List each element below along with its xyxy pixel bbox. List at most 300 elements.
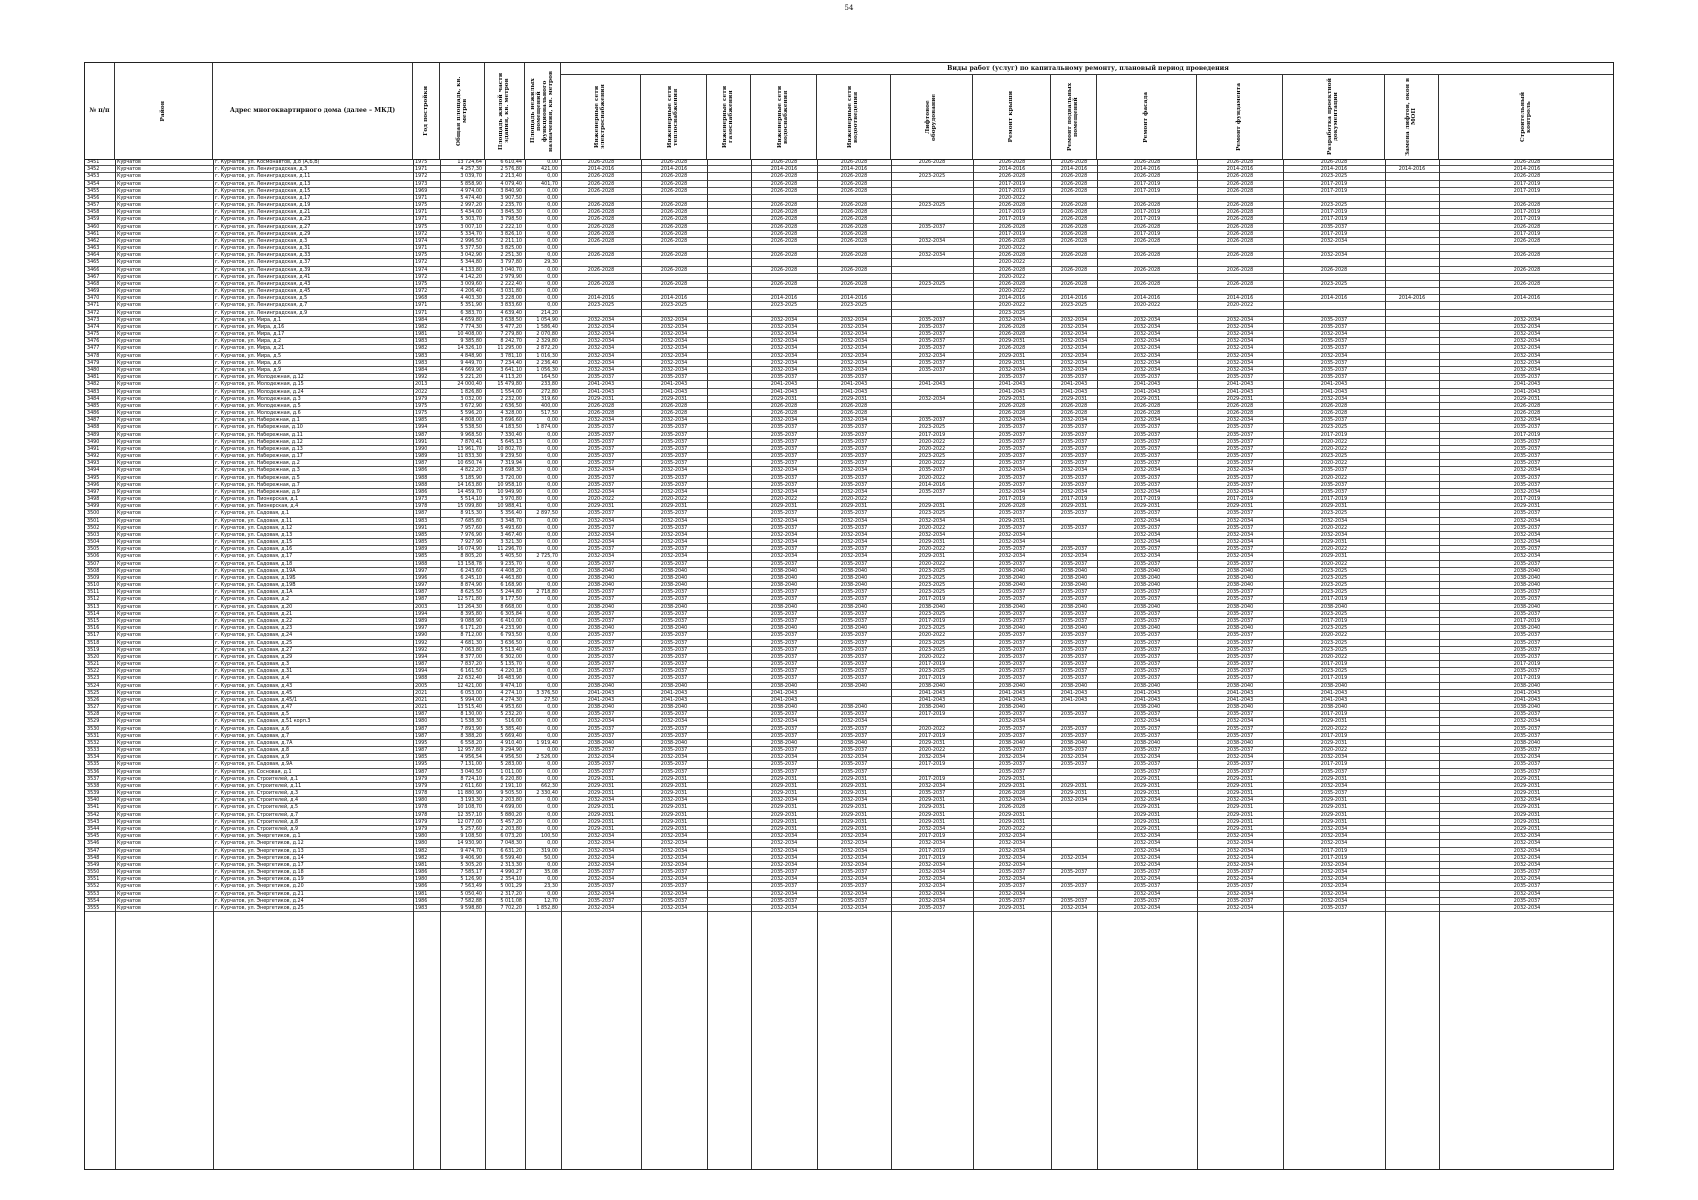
cell-work-2 (709, 446, 749, 452)
cell-work-4: 2035-2037 (840, 883, 868, 890)
cell-work-8 (1099, 274, 1195, 280)
cell-work-10: 2041-2043 (1320, 696, 1348, 703)
cell-nl: 0,00 (547, 302, 558, 309)
cell-work-10: 2032-2034 (1320, 833, 1348, 840)
cell-work-6: 2035-2037 (998, 453, 1026, 460)
cell-l: 2 251,30 (500, 252, 522, 259)
cell-work-10: 2035-2037 (1320, 467, 1348, 474)
cell-y: 1987 (415, 431, 428, 438)
cell-work-1: 2035-2037 (660, 653, 688, 660)
cell-work-12: 2032-2034 (1513, 366, 1541, 373)
table-row (85, 374, 1613, 381)
cell-work-7: 2026-2028 (1060, 187, 1088, 194)
cell-work-7 (1053, 848, 1095, 854)
cell-l: 4 953,60 (500, 704, 522, 711)
cell-work-5 (893, 231, 971, 237)
cell-work-5: 2017-2019 (918, 618, 946, 624)
cell-d: Курчатов (117, 696, 141, 703)
cell-work-1: 2035-2037 (660, 560, 688, 567)
cell-work-7 (1053, 274, 1095, 280)
table-row (85, 883, 1613, 890)
cell-a: г. Курчатов, ул. Строителей, д.3 (215, 790, 299, 797)
cell-d: Курчатов (117, 252, 141, 259)
cell-d: Курчатов (117, 496, 141, 503)
cell-work-5: 2032-2034 (918, 395, 946, 402)
cell-t: 4 808,00 (460, 417, 482, 424)
cell-work-11 (1387, 381, 1437, 387)
cell-work-6: 2026-2028 (998, 280, 1026, 287)
cell-t: 5 514,10 (460, 496, 482, 503)
cell-work-11 (1387, 224, 1437, 230)
cell-work-11 (1387, 869, 1437, 875)
cell-work-4: 2038-2040 (840, 704, 868, 711)
cell-work-9: 2032-2034 (1226, 847, 1254, 854)
cell-work-1: 2032-2034 (660, 553, 688, 560)
cell-t: 14 930,90 (457, 840, 482, 847)
cell-y: 1985 (415, 539, 428, 546)
cell-a: г. Курчатов, ул. Строителей, д.11 (215, 782, 302, 789)
cell-work-0: 2032-2034 (587, 904, 615, 911)
cell-l: 2 636,50 (500, 402, 522, 409)
cell-n: 3546 (87, 840, 100, 847)
cell-work-11 (1387, 561, 1437, 567)
cell-t: 8 625,50 (460, 589, 482, 596)
table-row (85, 783, 1613, 790)
cell-l: 4 408,20 (500, 567, 522, 574)
cell-work-6: 2035-2037 (998, 768, 1026, 775)
cell-work-2 (709, 317, 749, 323)
cell-work-12: 2032-2034 (1513, 840, 1541, 847)
cell-y: 1983 (415, 359, 428, 366)
cell-l: 6 220,80 (500, 775, 522, 782)
cell-work-4: 2023-2025 (840, 302, 868, 309)
cell-work-5: 2020-2022 (918, 653, 946, 660)
cell-work-3: 2038-2040 (770, 582, 798, 589)
cell-work-3: 2029-2031 (770, 395, 798, 402)
cell-t: 8 712,00 (460, 632, 482, 639)
cell-work-11 (1387, 611, 1437, 617)
cell-work-0: 2032-2034 (587, 359, 615, 366)
cell-l: 2 979,90 (500, 273, 522, 280)
cell-work-12: 2035-2037 (1513, 711, 1541, 718)
cell-work-3 (753, 195, 815, 201)
cell-y: 1986 (415, 883, 428, 890)
cell-a: г. Курчатов, ул. Ленинградская, д.31 (215, 245, 311, 252)
cell-work-7: 2035-2037 (1060, 431, 1088, 438)
cell-nl: 2 236,40 (536, 359, 558, 366)
cell-d: Курчатов (117, 481, 141, 488)
cell-work-5: 2035-2037 (918, 223, 946, 230)
cell-work-5 (893, 288, 971, 294)
cell-d: Курчатов (117, 316, 141, 323)
cell-work-11 (1387, 776, 1437, 782)
cell-work-5: 2017-2019 (918, 596, 946, 603)
cell-l: 6 410,00 (500, 618, 522, 624)
cell-work-1: 2038-2040 (660, 704, 688, 711)
cell-nl: 0,00 (547, 546, 558, 553)
cell-work-11 (1387, 310, 1437, 316)
cell-work-10: 2035-2037 (1320, 338, 1348, 345)
cell-work-5: 2023-2025 (918, 574, 946, 581)
column-divider (1439, 159, 1440, 1169)
cell-a: г. Курчатов, ул. Энергетиков, д.14 (215, 854, 304, 861)
cell-work-0: 2029-2031 (587, 503, 615, 510)
cell-work-1: 2035-2037 (660, 639, 688, 646)
cell-work-12: 2035-2037 (1513, 747, 1541, 754)
cell-t: 8 395,80 (460, 610, 482, 617)
cell-work-5: 2035-2037 (918, 331, 946, 338)
table-row (85, 267, 1613, 274)
cell-work-3: 2041-2043 (770, 381, 798, 388)
cell-work-2 (709, 475, 749, 481)
cell-n: 3485 (87, 402, 100, 409)
cell-work-7 (1053, 826, 1095, 832)
cell-work-7: 2035-2037 (1060, 589, 1088, 596)
cell-n: 3471 (87, 302, 100, 309)
cell-work-8: 2032-2034 (1133, 539, 1161, 546)
cell-work-11 (1387, 159, 1437, 165)
cell-work-9: 2032-2034 (1226, 904, 1254, 911)
cell-work-8: 2032-2034 (1133, 323, 1161, 330)
cell-work-0: 2023-2025 (587, 302, 615, 309)
cell-work-7 (1053, 804, 1095, 810)
cell-work-1: 2032-2034 (660, 904, 688, 911)
cell-work-2 (709, 274, 749, 280)
cell-n: 3462 (87, 237, 100, 244)
cell-a: г. Курчатов, ул. Садовая, д.5 (215, 711, 290, 718)
cell-t: 4 669,90 (460, 366, 482, 373)
cell-nl: 400,00 (541, 402, 558, 409)
cell-t: 8 874,90 (460, 582, 482, 589)
cell-work-1: 2035-2037 (660, 761, 688, 768)
cell-work-12: 2026-2028 (1513, 266, 1541, 273)
cell-work-8: 2035-2037 (1133, 869, 1161, 876)
cell-work-6: 2035-2037 (998, 732, 1026, 739)
cell-work-10: 2023-2025 (1320, 668, 1348, 675)
cell-nl: 319,00 (541, 847, 558, 854)
column-divider (641, 159, 642, 1169)
table-row (85, 345, 1613, 352)
cell-t: 9 406,90 (460, 854, 482, 861)
cell-work-1: 2032-2034 (660, 467, 688, 474)
cell-work-2 (709, 331, 749, 337)
cell-l: 9 177,50 (500, 596, 522, 603)
cell-a: г. Курчатов, ул. Мира, д.16 (215, 323, 285, 330)
cell-t: 13 515,40 (457, 704, 482, 711)
cell-l: 3 031,80 (500, 288, 522, 295)
cell-work-8: 2026-2028 (1133, 402, 1161, 409)
cell-work-0: 2032-2034 (587, 316, 615, 323)
cell-work-0: 2032-2034 (587, 331, 615, 338)
cell-d: Курчатов (117, 639, 141, 646)
cell-work-3: 2035-2037 (770, 768, 798, 775)
cell-work-5: 2032-2034 (918, 517, 946, 524)
cell-work-7: 2032-2034 (1060, 854, 1088, 861)
cell-work-4: 2035-2037 (840, 524, 868, 531)
cell-work-3 (753, 245, 815, 251)
cell-work-8: 2035-2037 (1133, 431, 1161, 438)
cell-nl: 0,00 (547, 560, 558, 567)
cell-work-1: 2032-2034 (660, 417, 688, 424)
cell-nl: 0,00 (547, 711, 558, 718)
cell-work-7: 2029-2031 (1060, 503, 1088, 510)
cell-a: г. Курчатов, ул. Набережная, д.5 (215, 474, 300, 481)
cell-work-6: 2017-2019 (998, 187, 1026, 194)
cell-work-6: 2017-2019 (998, 496, 1026, 503)
cell-work-4: 2035-2037 (840, 646, 868, 653)
cell-nl: 164,50 (541, 374, 558, 381)
cell-nl: 0,00 (547, 209, 558, 216)
cell-work-5: 2041-2043 (918, 689, 946, 696)
table-row (85, 754, 1613, 761)
cell-t: 13 724,64 (457, 159, 482, 165)
cell-work-12: 2035-2037 (1513, 524, 1541, 531)
cell-n: 3480 (87, 366, 100, 373)
cell-work-10: 2029-2031 (1320, 818, 1348, 825)
cell-work-6: 2032-2034 (998, 531, 1026, 538)
cell-work-10: 2032-2034 (1320, 840, 1348, 847)
column-divider (413, 159, 414, 1169)
cell-work-0: 2029-2031 (587, 811, 615, 818)
cell-work-5: 2032-2034 (918, 782, 946, 789)
cell-work-4: 2035-2037 (840, 675, 868, 682)
cell-work-2 (709, 883, 749, 889)
cell-nl: 0,00 (547, 625, 558, 632)
cell-work-0: 2038-2040 (587, 603, 615, 610)
cell-d: Курчатов (117, 237, 141, 244)
cell-nl: 0,00 (547, 288, 558, 295)
cell-work-7: 2026-2028 (1060, 230, 1088, 237)
cell-work-6: 2041-2043 (998, 689, 1026, 696)
column-divider (891, 159, 892, 1169)
cell-work-12: 2038-2040 (1513, 682, 1541, 689)
cell-work-1: 2038-2040 (660, 567, 688, 574)
cell-work-5: 2035-2037 (918, 417, 946, 424)
cell-d: Курчатов (117, 840, 141, 847)
column-divider (525, 159, 526, 1169)
cell-work-10: 2023-2025 (1320, 453, 1348, 460)
cell-work-0: 2041-2043 (587, 381, 615, 388)
column-divider (561, 159, 562, 1169)
cell-work-10: 2032-2034 (1320, 517, 1348, 524)
cell-work-6: 2035-2037 (998, 618, 1026, 624)
cell-work-2 (709, 367, 749, 373)
cell-work-8: 2035-2037 (1133, 897, 1161, 904)
cell-work-3: 2038-2040 (770, 603, 798, 610)
cell-work-0: 2026-2028 (587, 252, 615, 259)
table-row (85, 245, 1613, 252)
cell-work-9: 2035-2037 (1226, 424, 1254, 431)
cell-work-7: 2032-2034 (1060, 338, 1088, 345)
cell-work-1: 2032-2034 (660, 316, 688, 323)
cell-work-9: 2032-2034 (1226, 890, 1254, 897)
cell-work-0: 2026-2028 (587, 187, 615, 194)
cell-work-2 (709, 195, 749, 201)
cell-work-12: 2035-2037 (1513, 560, 1541, 567)
cell-work-12: 2017-2019 (1513, 618, 1541, 624)
cell-work-2 (709, 353, 749, 359)
table-row (85, 381, 1613, 388)
cell-l: 4 699,00 (500, 804, 522, 811)
cell-work-1: 2032-2034 (660, 531, 688, 538)
cell-work-1: 2035-2037 (660, 481, 688, 488)
cell-y: 1975 (415, 280, 428, 287)
cell-work-12: 2026-2028 (1513, 202, 1541, 209)
cell-work-10: 2041-2043 (1320, 381, 1348, 388)
cell-work-7: 2026-2028 (1060, 209, 1088, 216)
cell-work-7: 2023-2025 (1060, 302, 1088, 309)
cell-work-6: 2020-2022 (998, 302, 1026, 309)
cell-work-3: 2035-2037 (770, 732, 798, 739)
cell-l: 5 669,40 (500, 732, 522, 739)
cell-y: 1986 (415, 488, 428, 495)
cell-work-0: 2035-2037 (587, 711, 615, 718)
cell-work-9: 2032-2034 (1226, 833, 1254, 840)
cell-work-3: 2035-2037 (770, 653, 798, 660)
cell-work-0: 2026-2028 (587, 410, 615, 417)
cell-a: г. Курчатов, ул. Строителей, д.4 (215, 797, 299, 804)
cell-work-8: 2020-2022 (1133, 302, 1161, 309)
cell-work-3: 2032-2034 (770, 861, 798, 868)
cell-nl: 0,00 (547, 582, 558, 589)
cell-nl: 2 526,00 (536, 754, 558, 761)
cell-work-11 (1387, 876, 1437, 882)
cell-work-12: 2032-2034 (1513, 718, 1541, 725)
cell-t: 9 598,80 (460, 904, 482, 911)
cell-nl: 0,00 (547, 223, 558, 230)
table-row (85, 166, 1613, 173)
cell-y: 1997 (415, 567, 428, 574)
cell-work-5: 2023-2025 (918, 510, 946, 517)
cell-work-3: 2032-2034 (770, 876, 798, 883)
cell-y: 1991 (415, 438, 428, 445)
cell-work-11 (1387, 475, 1437, 481)
cell-work-7: 2035-2037 (1060, 632, 1088, 639)
cell-t: 5 185,90 (460, 474, 482, 481)
cell-d: Курчатов (117, 861, 141, 868)
cell-l: 3 696,60 (500, 417, 522, 424)
cell-a: г. Курчатов, ул. Садовая, д.2 (215, 596, 290, 603)
cell-work-9 (1199, 259, 1281, 265)
cell-nl: 1 056,30 (536, 366, 558, 373)
table-row (85, 761, 1613, 768)
cell-nl: 0,00 (547, 488, 558, 495)
cell-nl: 0,00 (547, 610, 558, 617)
cell-l: 3 348,70 (500, 517, 522, 524)
cell-a: г. Курчатов, ул. Ленинградская, д.23 (215, 216, 311, 223)
cell-work-4 (819, 690, 889, 696)
cell-work-7: 2026-2028 (1060, 410, 1088, 417)
cell-a: г. Курчатов, ул. Набережная, д.9 (215, 488, 300, 495)
cell-work-10: 2032-2034 (1320, 531, 1348, 538)
cell-work-4: 2035-2037 (840, 747, 868, 754)
cell-work-1: 2038-2040 (660, 603, 688, 610)
cell-work-9: 2032-2034 (1226, 531, 1254, 538)
cell-work-8: 2026-2028 (1133, 159, 1161, 165)
cell-work-12: 2026-2028 (1513, 410, 1541, 417)
cell-work-1: 2038-2040 (660, 574, 688, 581)
cell-l: 3 833,60 (500, 302, 522, 309)
cell-n: 3479 (87, 359, 100, 366)
header-num: № п/п (85, 63, 115, 159)
cell-work-5 (893, 496, 971, 502)
cell-work-7: 2032-2034 (1060, 366, 1088, 373)
cell-d: Курчатов (117, 338, 141, 345)
cell-work-7: 2035-2037 (1060, 481, 1088, 488)
cell-l: 6 599,40 (500, 854, 522, 861)
cell-work-8: 2032-2034 (1133, 316, 1161, 323)
cell-nl: 421,00 (541, 166, 558, 173)
table-row (85, 625, 1613, 632)
cell-work-7: 2035-2037 (1060, 661, 1088, 668)
cell-work-8: 2029-2031 (1133, 782, 1161, 789)
cell-l: 7 702,20 (500, 904, 522, 911)
cell-work-12: 2035-2037 (1513, 589, 1541, 596)
cell-work-12: 2035-2037 (1513, 725, 1541, 732)
cell-d: Курчатов (117, 804, 141, 811)
cell-t: 7 957,60 (460, 524, 482, 531)
cell-work-0: 2035-2037 (587, 474, 615, 481)
cell-work-8: 2035-2037 (1133, 560, 1161, 567)
cell-work-2 (709, 869, 749, 875)
cell-a: г. Курчатов, ул. Энергетиков, д.13 (215, 847, 304, 854)
cell-work-6: 2017-2019 (998, 209, 1026, 216)
cell-work-8: 2032-2034 (1133, 359, 1161, 366)
cell-work-11 (1387, 482, 1437, 488)
cell-n: 3537 (87, 775, 100, 782)
cell-nl: 0,00 (547, 639, 558, 646)
cell-work-2 (709, 683, 749, 689)
cell-work-10: 2032-2034 (1320, 352, 1348, 359)
cell-work-12 (1441, 288, 1613, 294)
cell-work-3: 2035-2037 (770, 639, 798, 646)
cell-d: Курчатов (117, 295, 141, 302)
cell-work-9: 2035-2037 (1226, 546, 1254, 553)
cell-y: 2021 (415, 704, 428, 711)
cell-y: 1975 (415, 202, 428, 209)
column-divider (973, 159, 974, 1169)
cell-nl: 1 586,40 (536, 323, 558, 330)
cell-nl: 0,00 (547, 567, 558, 574)
cell-work-9: 2029-2031 (1226, 818, 1254, 825)
cell-d: Курчатов (117, 869, 141, 876)
cell-work-1: 2032-2034 (660, 840, 688, 847)
column-divider (707, 159, 708, 1169)
cell-work-0: 2035-2037 (587, 646, 615, 653)
cell-n: 3531 (87, 732, 100, 739)
cell-work-8: 2035-2037 (1133, 768, 1161, 775)
column-divider (1051, 159, 1052, 1169)
cell-d: Курчатов (117, 245, 141, 252)
cell-work-1: 2029-2031 (660, 782, 688, 789)
cell-work-9: 2035-2037 (1226, 474, 1254, 481)
cell-work-4: 2032-2034 (840, 876, 868, 883)
cell-d: Курчатов (117, 704, 141, 711)
cell-work-2 (709, 596, 749, 602)
cell-d: Курчатов (117, 596, 141, 603)
cell-l: 3 826,10 (500, 230, 522, 237)
cell-n: 3505 (87, 546, 100, 553)
table-row (85, 804, 1613, 811)
table-row (85, 496, 1613, 503)
cell-n: 3461 (87, 230, 100, 237)
table-row (85, 690, 1613, 697)
cell-work-4: 2026-2028 (840, 173, 868, 180)
cell-work-4: 2035-2037 (840, 546, 868, 553)
cell-l: 5 493,60 (500, 524, 522, 531)
cell-work-9: 2035-2037 (1226, 374, 1254, 381)
cell-work-5: 2017-2019 (918, 711, 946, 718)
